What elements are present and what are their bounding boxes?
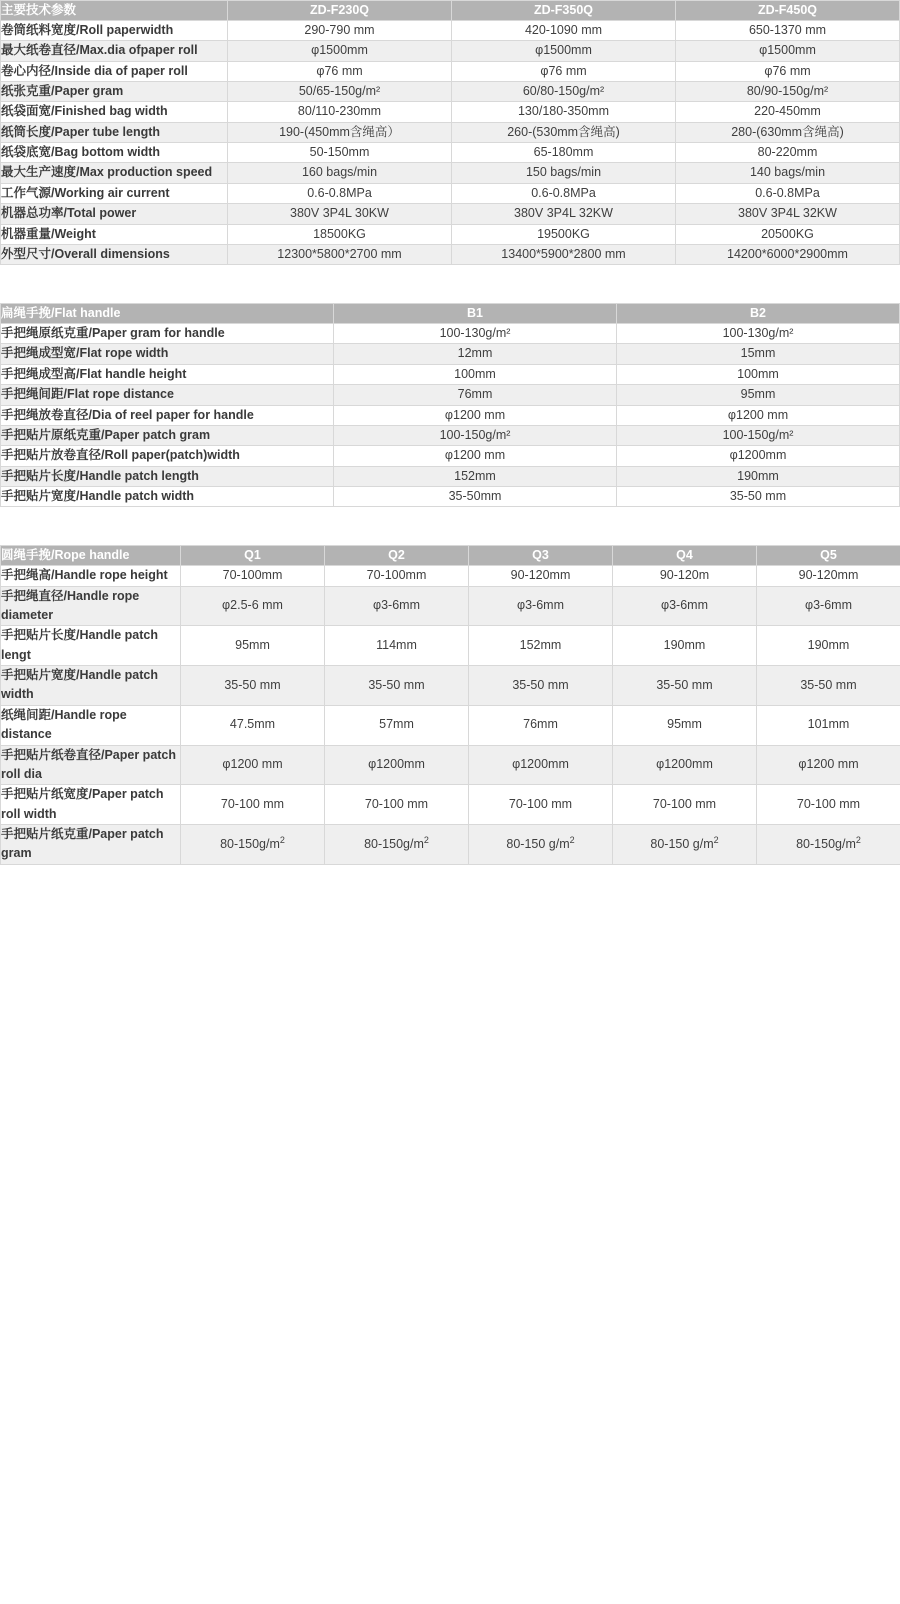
row-label: 手把贴片纸卷直径/Paper patch roll dia (1, 745, 181, 785)
cell: φ3-6mm (613, 586, 757, 626)
row-label: 机器重量/Weight (1, 224, 228, 244)
row-label: 手把绳高/Handle rope height (1, 566, 181, 586)
cell: 190mm (613, 626, 757, 666)
table-row (1, 344, 900, 364)
table-row (1, 446, 900, 466)
cell: φ76 mm (228, 61, 452, 81)
cell: φ76 mm (452, 61, 676, 81)
table-row (1, 586, 900, 626)
cell: 18500KG (228, 224, 452, 244)
cell: φ3-6mm (325, 586, 469, 626)
row-label: 手把贴片纸克重/Paper patch gram (1, 825, 181, 865)
cell: 70-100 mm (181, 785, 325, 825)
cell: 35-50 mm (617, 487, 900, 507)
row-label: 手把绳间距/Flat rope distance (1, 385, 334, 405)
cell: 35-50 mm (181, 666, 325, 706)
cell: 80/90-150g/m² (676, 81, 900, 101)
cell: 380V 3P4L 30KW (228, 204, 452, 224)
header-col-3: ZD-F450Q (676, 1, 900, 21)
cell: 60/80-150g/m² (452, 81, 676, 101)
header-label: 主要技术参数 (1, 1, 228, 21)
cell: 130/180-350mm (452, 102, 676, 122)
header-col-1: ZD-F230Q (228, 1, 452, 21)
table-row (1, 425, 900, 445)
row-label: 手把绳放卷直径/Dia of reel paper for handle (1, 405, 334, 425)
table-row (1, 324, 900, 344)
cell: 100mm (617, 364, 900, 384)
cell: 380V 3P4L 32KW (452, 204, 676, 224)
cell: 70-100 mm (325, 785, 469, 825)
row-label: 卷筒纸料宽度/Roll paperwidth (1, 20, 228, 40)
cell: 100-130g/m² (334, 324, 617, 344)
cell: 0.6-0.8MPa (228, 183, 452, 203)
cell: 0.6-0.8MPa (452, 183, 676, 203)
header-col-3: Q3 (469, 546, 613, 566)
cell: 100mm (334, 364, 617, 384)
cell: φ1200 mm (757, 745, 900, 785)
table-row (1, 466, 900, 486)
table-row (1, 41, 900, 61)
table-row (1, 20, 900, 40)
header-col-1: B1 (334, 304, 617, 324)
cell: 50-150mm (228, 143, 452, 163)
table-row (1, 204, 900, 224)
cell: 90-120m (613, 566, 757, 586)
cell: 19500KG (452, 224, 676, 244)
row-label: 手把贴片放卷直径/Roll paper(patch)width (1, 446, 334, 466)
cell: 140 bags/min (676, 163, 900, 183)
table-row (1, 143, 900, 163)
row-label: 卷心内径/Inside dia of paper roll (1, 61, 228, 81)
cell: φ1200mm (469, 745, 613, 785)
cell: 150 bags/min (452, 163, 676, 183)
cell: 15mm (617, 344, 900, 364)
table-row (1, 244, 900, 264)
cell: φ1200mm (325, 745, 469, 785)
row-label: 纸袋面宽/Finished bag width (1, 102, 228, 122)
table-row (1, 405, 900, 425)
cell: φ1200mm (613, 745, 757, 785)
cell: 95mm (617, 385, 900, 405)
cell: φ1200 mm (334, 446, 617, 466)
cell: 190mm (617, 466, 900, 486)
cell: 20500KG (676, 224, 900, 244)
cell: φ1200 mm (334, 405, 617, 425)
row-label: 手把绳成型宽/Flat rope width (1, 344, 334, 364)
cell: φ1500mm (676, 41, 900, 61)
cell: 47.5mm (181, 705, 325, 745)
cell: 101mm (757, 705, 900, 745)
cell: 50/65-150g/m² (228, 81, 452, 101)
header-label: 扁绳手挽/Flat handle (1, 304, 334, 324)
cell: 0.6-0.8MPa (676, 183, 900, 203)
cell: 160 bags/min (228, 163, 452, 183)
row-label: 外型尺寸/Overall dimensions (1, 244, 228, 264)
cell: φ1200mm (617, 446, 900, 466)
row-label: 手把贴片宽度/Handle patch width (1, 666, 181, 706)
cell: 65-180mm (452, 143, 676, 163)
cell: 13400*5900*2800 mm (452, 244, 676, 264)
table-row (1, 487, 900, 507)
cell: φ2.5-6 mm (181, 586, 325, 626)
cell: 80/110-230mm (228, 102, 452, 122)
table-row (1, 81, 900, 101)
table-row (1, 666, 900, 706)
table-row (1, 785, 900, 825)
cell: 70-100 mm (469, 785, 613, 825)
row-label: 手把绳直径/Handle rope diameter (1, 586, 181, 626)
row-label: 手把贴片长度/Handle patch lengt (1, 626, 181, 666)
cell: 100-150g/m² (617, 425, 900, 445)
row-label: 纸绳间距/Handle rope distance (1, 705, 181, 745)
cell: 95mm (613, 705, 757, 745)
cell: 76mm (334, 385, 617, 405)
row-label: 手把贴片纸宽度/Paper patch roll width (1, 785, 181, 825)
cell: $80-150g/m^2$ (757, 825, 900, 865)
cell: 260-(530mm含绳高) (452, 122, 676, 142)
cell: 70-100mm (325, 566, 469, 586)
cell: 220-450mm (676, 102, 900, 122)
header-label: 圆绳手挽/Rope handle (1, 546, 181, 566)
table-row (1, 705, 900, 745)
cell: 90-120mm (757, 566, 900, 586)
table-header-row (1, 1, 900, 21)
header-col-4: Q4 (613, 546, 757, 566)
cell: 70-100mm (181, 566, 325, 586)
header-col-2: ZD-F350Q (452, 1, 676, 21)
row-label: 最大纸卷直径/Max.dia ofpaper roll (1, 41, 228, 61)
cell: φ3-6mm (469, 586, 613, 626)
cell: 650-1370 mm (676, 20, 900, 40)
cell: 420-1090 mm (452, 20, 676, 40)
cell: 35-50mm (334, 487, 617, 507)
row-label: 手把绳成型高/Flat handle height (1, 364, 334, 384)
flat-handle-table (0, 303, 900, 507)
table-header-row (1, 304, 900, 324)
cell: 14200*6000*2900mm (676, 244, 900, 264)
cell: 57mm (325, 705, 469, 745)
cell: φ1200 mm (181, 745, 325, 785)
cell: φ1200 mm (617, 405, 900, 425)
table-row (1, 183, 900, 203)
cell: 90-120mm (469, 566, 613, 586)
rope-handle-table (0, 545, 900, 864)
main-specs-table (0, 0, 900, 265)
row-label: 手把贴片长度/Handle patch length (1, 466, 334, 486)
row-label: 纸袋底宽/Bag bottom width (1, 143, 228, 163)
cell: 95mm (181, 626, 325, 666)
cell: 280-(630mm含绳高) (676, 122, 900, 142)
cell: 80-150 $g/m^2$ (469, 825, 613, 865)
row-label: 手把贴片宽度/Handle patch width (1, 487, 334, 507)
table-row (1, 224, 900, 244)
table-row (1, 385, 900, 405)
cell: 76mm (469, 705, 613, 745)
cell: 152mm (334, 466, 617, 486)
cell: 70-100 mm (613, 785, 757, 825)
table-row (1, 122, 900, 142)
cell: 12mm (334, 344, 617, 364)
table-row (1, 626, 900, 666)
cell: φ1500mm (228, 41, 452, 61)
row-label: 纸筒长度/Paper tube length (1, 122, 228, 142)
cell: 80-220mm (676, 143, 900, 163)
cell: 80-150 $g/m^2$ (613, 825, 757, 865)
row-label: 工作气源/Working air current (1, 183, 228, 203)
table-row (1, 566, 900, 586)
header-col-2: Q2 (325, 546, 469, 566)
cell: 35-50 mm (469, 666, 613, 706)
table-header-row (1, 546, 900, 566)
row-label: 纸张克重/Paper gram (1, 81, 228, 101)
table-row (1, 364, 900, 384)
header-col-5: Q5 (757, 546, 900, 566)
table-row (1, 61, 900, 81)
cell: 380V 3P4L 32KW (676, 204, 900, 224)
cell: 12300*5800*2700 mm (228, 244, 452, 264)
table-row (1, 825, 900, 865)
header-col-2: B2 (617, 304, 900, 324)
header-col-1: Q1 (181, 546, 325, 566)
cell: 35-50 mm (757, 666, 900, 706)
table-row (1, 163, 900, 183)
cell: 35-50 mm (325, 666, 469, 706)
cell: 70-100 mm (757, 785, 900, 825)
cell: 290-790 mm (228, 20, 452, 40)
cell: 114mm (325, 626, 469, 666)
cell: 100-130g/m² (617, 324, 900, 344)
cell: φ1500mm (452, 41, 676, 61)
cell: φ3-6mm (757, 586, 900, 626)
row-label: 机器总功率/Total power (1, 204, 228, 224)
row-label: 最大生产速度/Max production speed (1, 163, 228, 183)
cell: 35-50 mm (613, 666, 757, 706)
cell: $80-150g/m^2$ (181, 825, 325, 865)
cell: $80-150g/m^2$ (325, 825, 469, 865)
table-row (1, 102, 900, 122)
cell: 190mm (757, 626, 900, 666)
row-label: 手把贴片原纸克重/Paper patch gram (1, 425, 334, 445)
cell: 152mm (469, 626, 613, 666)
cell: 100-150g/m² (334, 425, 617, 445)
cell: 190-(450mm含绳高） (228, 122, 452, 142)
row-label: 手把绳原纸克重/Paper gram for handle (1, 324, 334, 344)
table-row (1, 745, 900, 785)
cell: φ76 mm (676, 61, 900, 81)
